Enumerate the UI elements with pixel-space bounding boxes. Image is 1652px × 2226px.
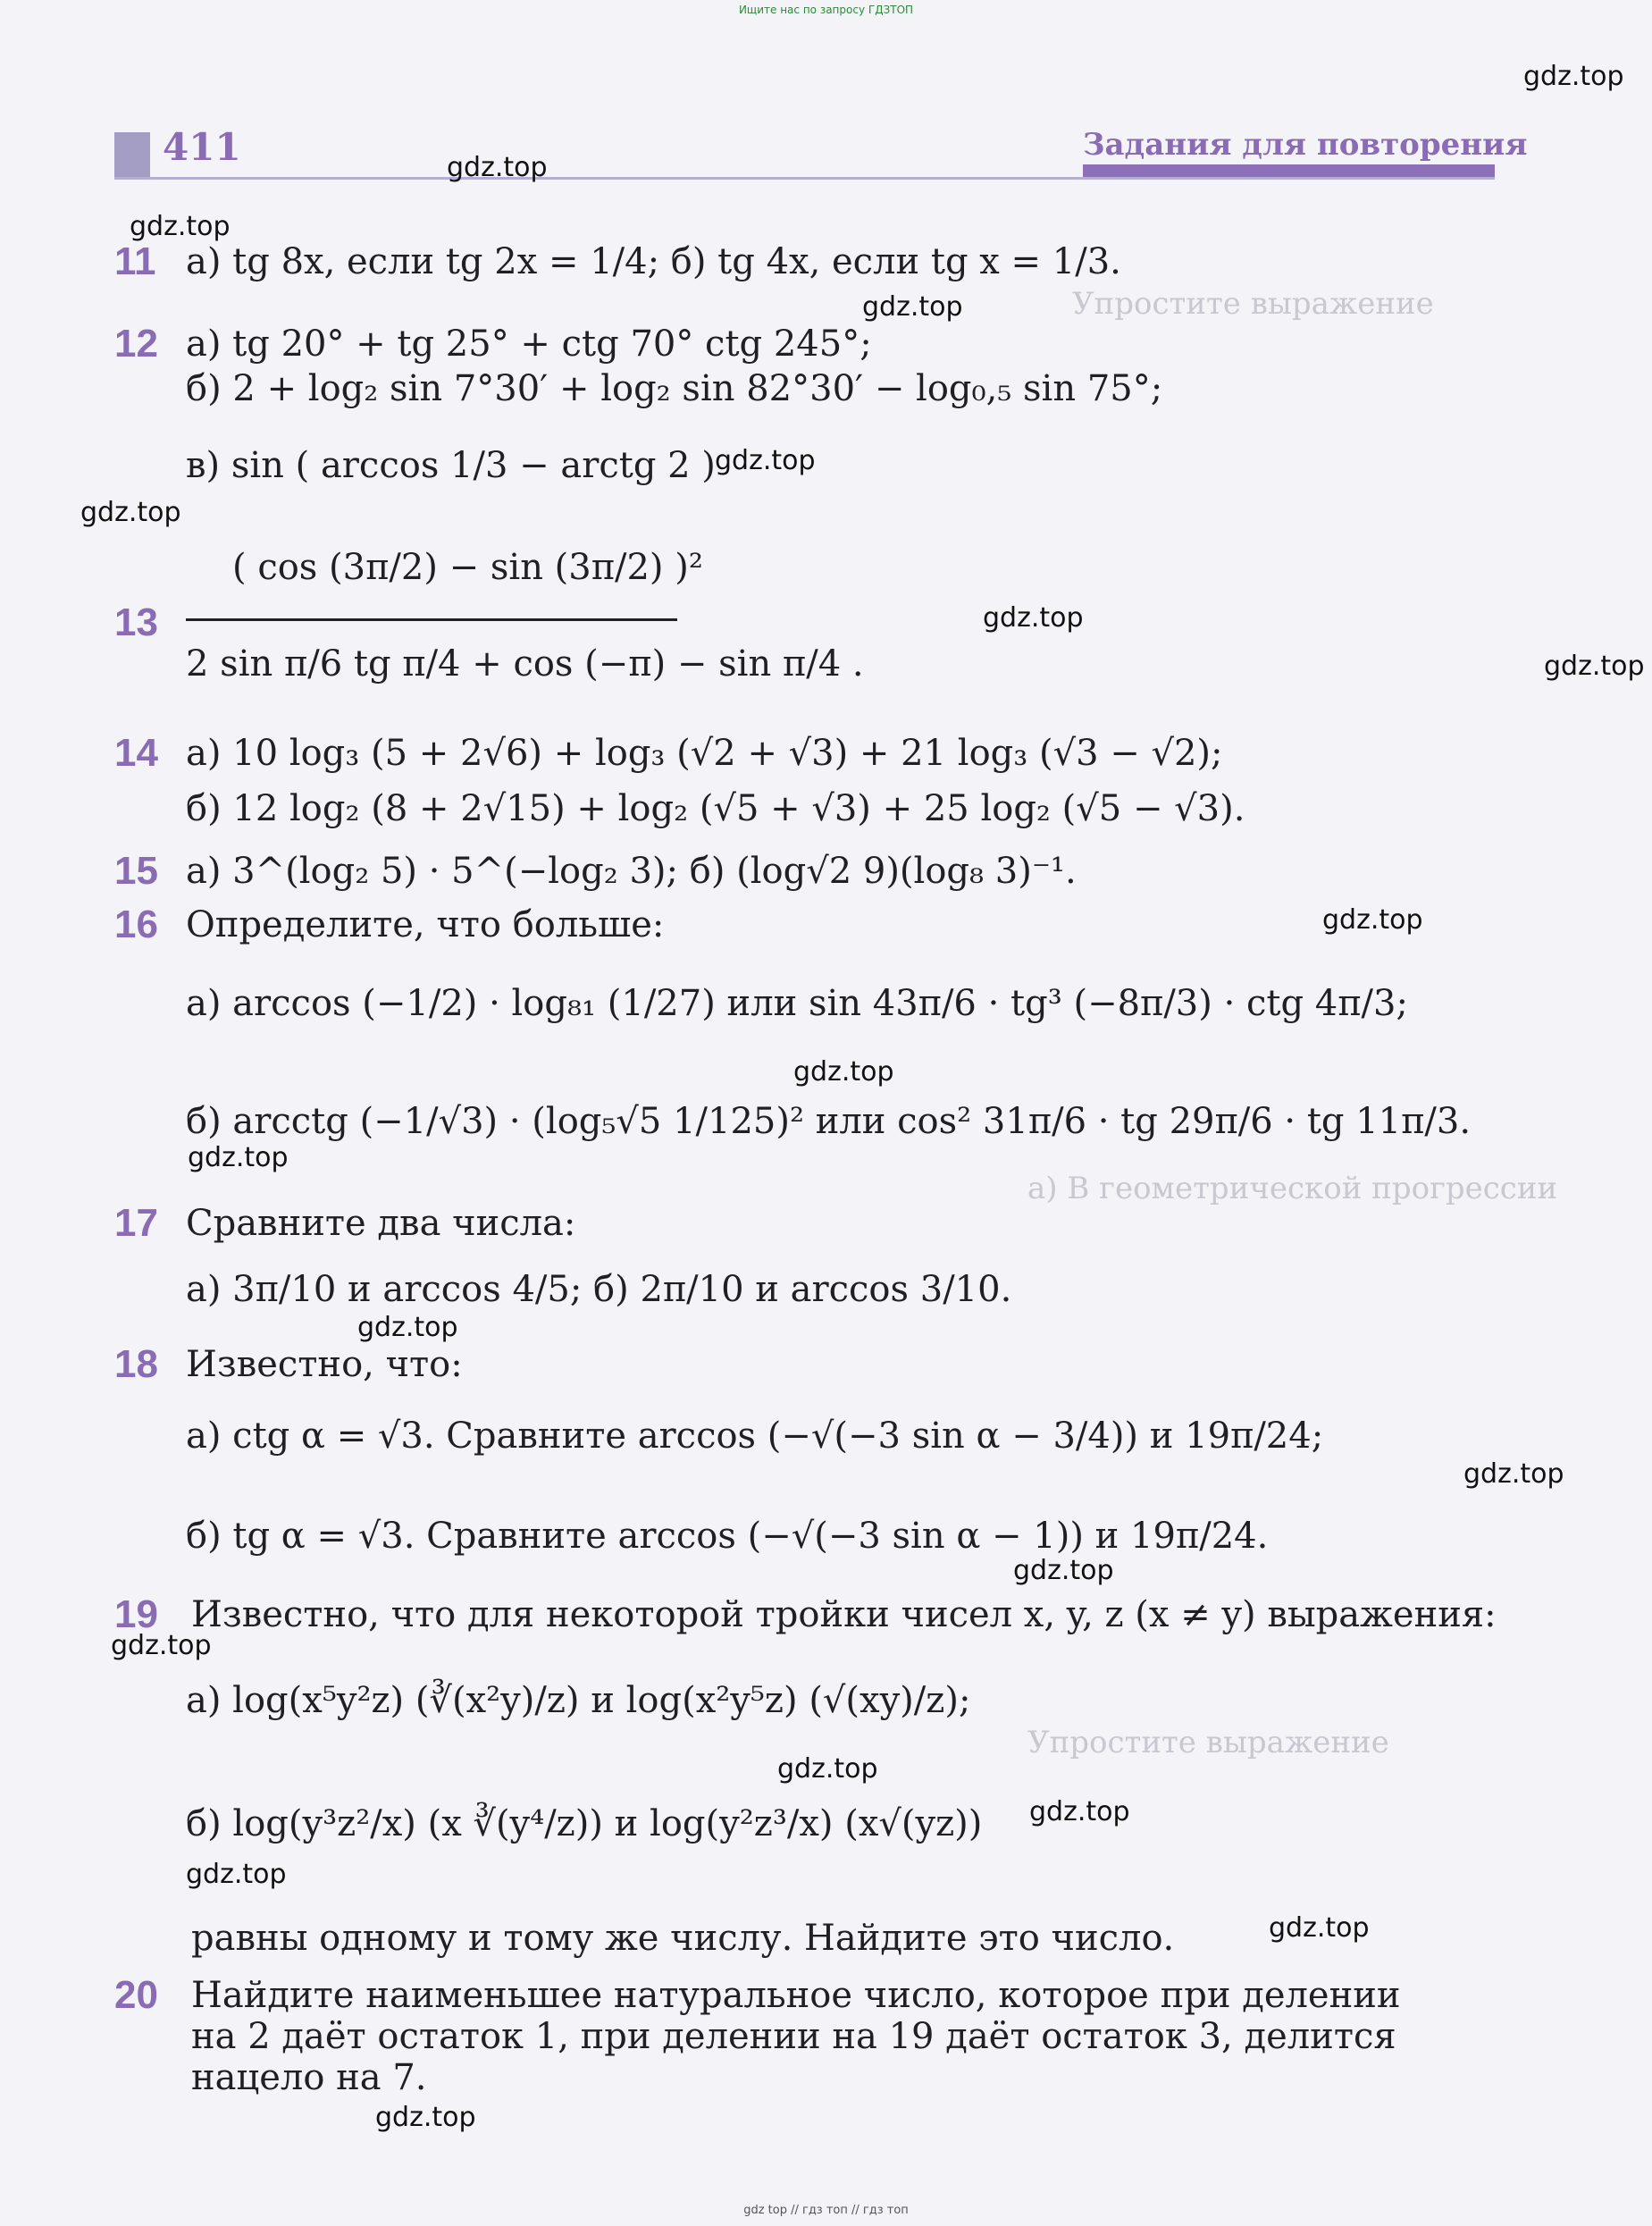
watermark: gdz.top — [80, 497, 181, 528]
watermark: gdz.top — [188, 1142, 289, 1173]
watermark: gdz.top — [1013, 1555, 1114, 1586]
watermark: gdz.top — [793, 1056, 894, 1088]
problem-20-line-1: Найдите наименьшее натуральное число, которое при делении — [191, 1975, 1401, 2016]
bottom-note: gdz top // гдз топ // гдз топ — [743, 2204, 909, 2217]
problem-12-c: в) sin ( arccos 1/3 − arctg 2 ) — [186, 445, 716, 486]
watermark: gdz.top — [1322, 904, 1423, 936]
watermark: gdz.top — [130, 211, 231, 242]
problem-number: 20 — [114, 1973, 158, 2017]
problem-16-a: а) arccos (−1/2) · log₈₁ (1/27) или sin 43π/6 · tg³ (−8π/3) · ctg 4π/3; — [186, 983, 1408, 1024]
problem-11: а) tg 8x, если tg 2x = 1/4; б) tg 4x, если tg x = 1/3. — [186, 241, 1121, 282]
watermark: gdz.top — [375, 2102, 476, 2133]
problem-number: 12 — [114, 322, 158, 365]
problem-number: 18 — [114, 1342, 158, 1386]
section-title: Задания для повторения — [1083, 127, 1528, 163]
problem-number: 13 — [114, 601, 158, 644]
problem-19-b: б) log(y³z²/x) (x ∛(y⁴/z)) и log(y²z³/x) (x√(yz)) — [186, 1803, 983, 1844]
top-note: Ищите нас по запросу ГДЗТОП — [738, 4, 914, 16]
problem-13-denominator: 2 sin π/6 tg π/4 + cos (−π) − sin π/4 . — [186, 643, 864, 685]
problem-20-line-2: на 2 даёт остаток 1, при делении на 19 даёт остаток 3, делится — [191, 2016, 1396, 2057]
page-number-marker — [114, 132, 150, 179]
watermark: gdz.top — [357, 1312, 458, 1343]
problem-20-line-3: нацело на 7. — [191, 2057, 427, 2098]
problem-18-a: а) ctg α = √3. Сравните arccos (−√(−3 sin α − 3/4)) и 19π/24; — [186, 1415, 1324, 1457]
watermark: gdz.top — [862, 291, 963, 323]
problem-number: 14 — [114, 731, 158, 775]
problem-13-numerator: ( cos (3π/2) − sin (3π/2) )² — [232, 547, 703, 588]
watermark: gdz.top — [1523, 61, 1624, 92]
problem-14-a: а) 10 log₃ (5 + 2√6) + log₃ (√2 + √3) + 21 log₃ (√3 − √2); — [186, 733, 1223, 774]
page-number: 411 — [163, 125, 241, 169]
problem-19-intro: Известно, что для некоторой тройки чисел x, y, z (x ≠ y) выражения: — [191, 1594, 1497, 1635]
watermark: gdz.top — [1029, 1796, 1130, 1827]
problem-number: 17 — [114, 1201, 158, 1245]
problem-15: а) 3^(log₂ 5) · 5^(−log₂ 3); б) (log√2 9)(log₈ 3)⁻¹. — [186, 851, 1077, 892]
problem-14-b: б) 12 log₂ (8 + 2√15) + log₂ (√5 + √3) + 25 log₂ (√5 − √3). — [186, 788, 1245, 829]
bleed-through: а) В геометрической прогрессии — [1027, 1171, 1558, 1206]
problem-18-b: б) tg α = √3. Сравните arccos (−√(−3 sin α − 1)) и 19π/24. — [186, 1516, 1269, 1557]
watermark: gdz.top — [111, 1630, 212, 1661]
watermark: gdz.top — [777, 1753, 878, 1785]
problem-18-intro: Известно, что: — [186, 1344, 463, 1385]
problem-12-b: б) 2 + log₂ sin 7°30′ + log₂ sin 82°30′ − log₀,₅ sin 75°; — [186, 368, 1163, 409]
bleed-through: Упростите выражение — [1027, 1725, 1389, 1760]
watermark: gdz.top — [447, 152, 548, 183]
problem-17-ab: а) 3π/10 и arccos 4/5; б) 2π/10 и arccos 3/10. — [186, 1269, 1012, 1310]
problem-16-intro: Определите, что больше: — [186, 904, 665, 945]
watermark: gdz.top — [186, 1859, 287, 1890]
watermark: gdz.top — [983, 602, 1084, 634]
problem-17-intro: Сравните два числа: — [186, 1203, 576, 1244]
bleed-through: Упростите выражение — [1072, 286, 1434, 322]
watermark: gdz.top — [1269, 1912, 1370, 1944]
problem-number: 16 — [114, 903, 158, 946]
fraction-bar — [186, 618, 677, 621]
watermark: gdz.top — [1544, 651, 1645, 682]
problem-12-a: а) tg 20° + tg 25° + ctg 70° ctg 245°; — [186, 323, 872, 365]
problem-19-outro: равны одному и тому же числу. Найдите это число. — [191, 1918, 1175, 1959]
problem-19-a: а) log(x⁵y²z) (∛(x²y)/z) и log(x²y⁵z) (√(xy)/z); — [186, 1680, 971, 1721]
problem-number: 15 — [114, 849, 158, 893]
problem-number: 11 — [114, 239, 156, 283]
watermark: gdz.top — [715, 445, 816, 476]
problem-16-b: б) arcctg (−1/√3) · (log₅√5 1/125)² или cos² 31π/6 · tg 29π/6 · tg 11π/3. — [186, 1101, 1472, 1142]
header-rule — [114, 177, 1495, 180]
watermark: gdz.top — [1463, 1458, 1564, 1490]
problem-number: 19 — [114, 1592, 158, 1636]
